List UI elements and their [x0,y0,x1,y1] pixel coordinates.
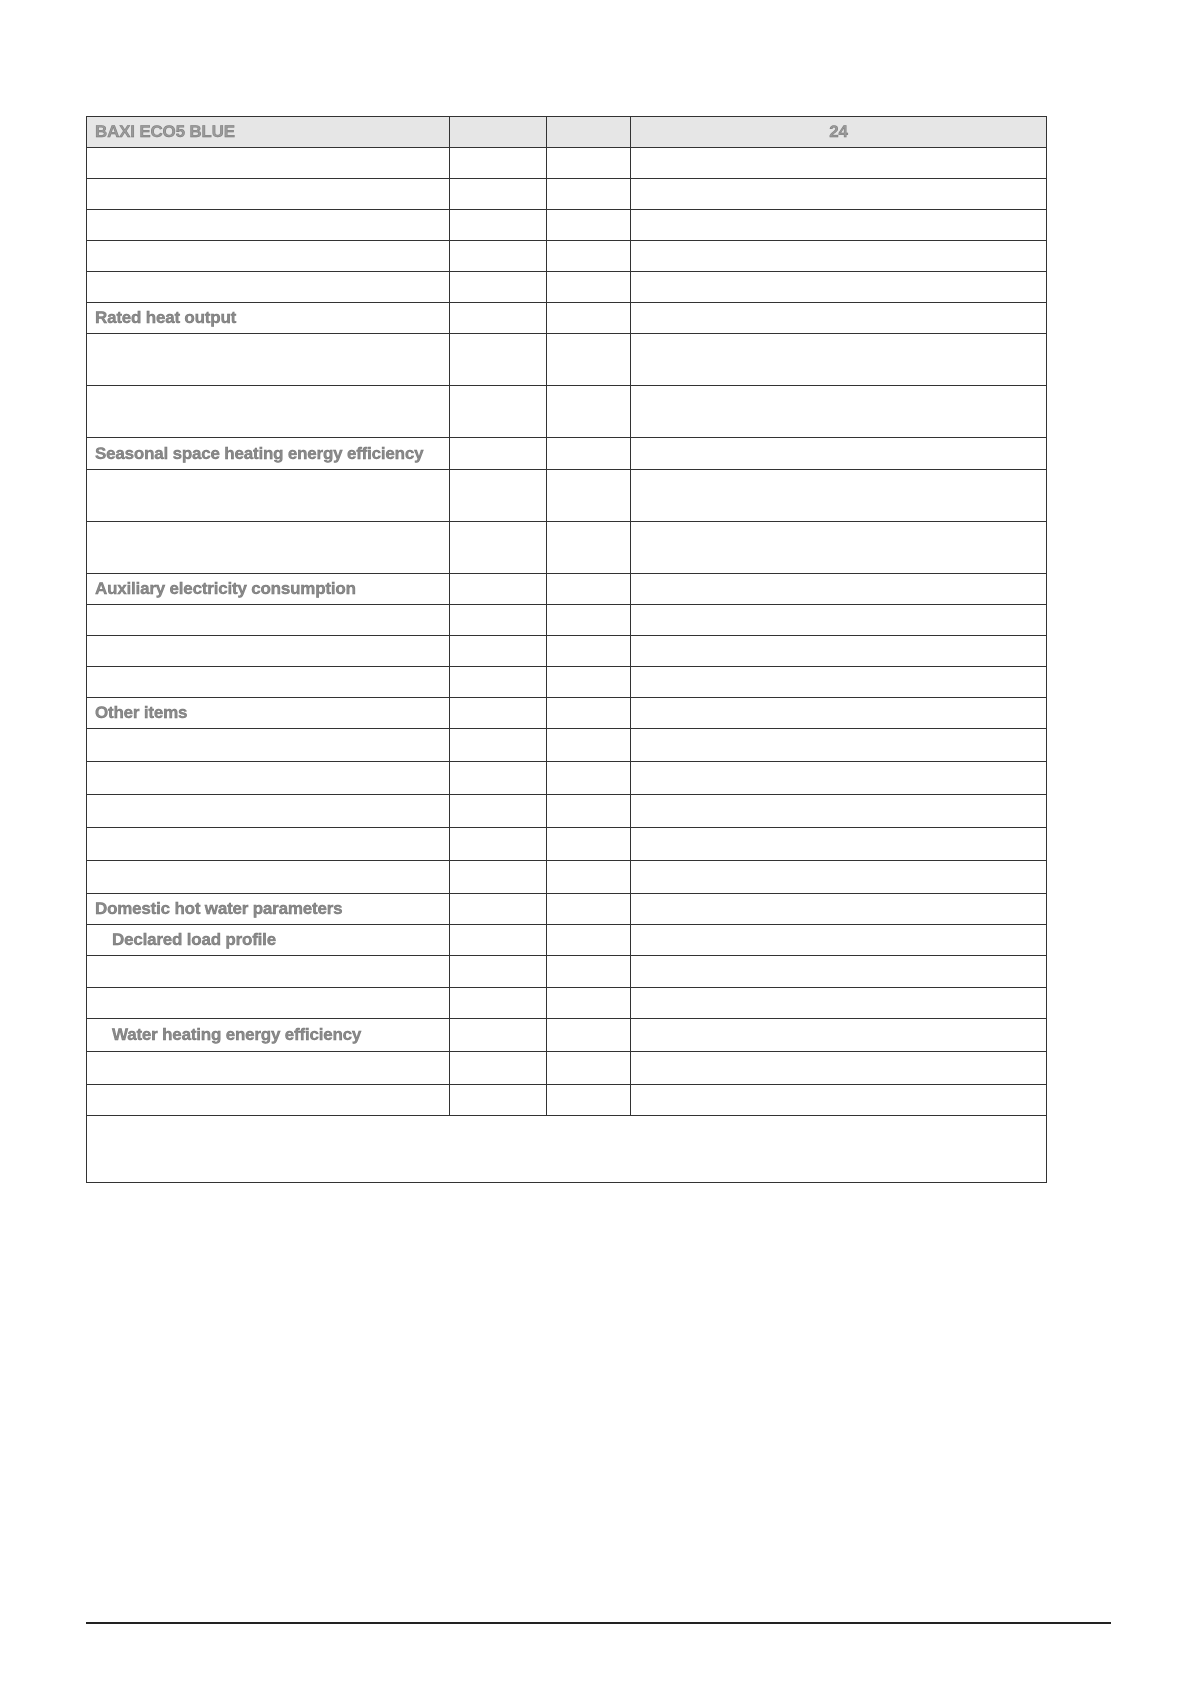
table-cell [547,828,631,861]
table-row [87,667,1047,698]
section-label: Auxiliary electricity consumption [87,574,450,605]
table-cell [87,729,450,762]
table-cell [631,698,1047,729]
table-cell [450,956,547,988]
table-cell [631,1019,1047,1052]
table-cell [547,574,631,605]
table-row [87,470,1047,522]
table-cell [631,1052,1047,1085]
table-row [87,148,1047,179]
table-cell [87,470,450,522]
table-cell [450,303,547,334]
table-cell [87,667,450,698]
table-cell [450,667,547,698]
table-cell [450,795,547,828]
table-cell [631,729,1047,762]
table-cell [547,522,631,574]
table-row [87,729,1047,762]
table-cell [450,438,547,470]
table-cell [87,605,450,636]
table-cell [631,925,1047,956]
table-cell [450,828,547,861]
table-cell [450,762,547,795]
table-cell [631,303,1047,334]
table-cell [87,956,450,988]
table-row [87,386,1047,438]
table-cell [450,1085,547,1116]
table-cell [631,438,1047,470]
header-model-name: BAXI ECO5 BLUE [87,117,450,148]
table-cell [87,272,450,303]
product-fiche-table [86,116,1047,1183]
header-unit-cell [547,117,631,148]
table-cell [547,1085,631,1116]
section-row-seasonal-efficiency [87,438,1047,470]
table-row [87,334,1047,386]
table-cell [87,1052,450,1085]
notes-row [87,1116,1047,1183]
table-cell [631,574,1047,605]
table-cell [450,210,547,241]
table-row [87,272,1047,303]
table-cell [450,272,547,303]
table-cell [631,795,1047,828]
table-cell [87,795,450,828]
table-cell [631,828,1047,861]
row-declared-load-profile [87,925,1047,956]
table-cell [631,956,1047,988]
section-row-rated-heat-output [87,303,1047,334]
header-symbol-cell [450,117,547,148]
table-cell [547,241,631,272]
table-cell [547,729,631,762]
section-row-other-items [87,698,1047,729]
table-cell [631,179,1047,210]
table-row [87,762,1047,795]
table-cell [87,386,450,438]
section-label: Rated heat output [87,303,450,334]
table-row [87,956,1047,988]
table-cell [631,334,1047,386]
table-cell [450,522,547,574]
table-cell [547,861,631,894]
table-cell [547,925,631,956]
table-row [87,828,1047,861]
table-cell [87,636,450,667]
table-row [87,241,1047,272]
table-cell [547,303,631,334]
table-row [87,605,1047,636]
table-cell [87,828,450,861]
table-cell [631,988,1047,1019]
table-cell [547,470,631,522]
section-row-dhw-parameters [87,894,1047,925]
table-cell [547,667,631,698]
table-cell [631,210,1047,241]
water-heating-efficiency-label: Water heating energy efficiency [87,1019,450,1052]
notes-cell [87,1116,1047,1183]
table-cell [631,894,1047,925]
table-cell [631,861,1047,894]
table-cell [87,241,450,272]
table-cell [631,522,1047,574]
header-value-cell: 24 [631,117,1047,148]
table-cell [547,956,631,988]
footer-rule [86,1622,1111,1624]
table-cell [450,470,547,522]
table-cell [547,334,631,386]
table-cell [450,148,547,179]
table-cell [547,1019,631,1052]
table-row [87,988,1047,1019]
section-label: Seasonal space heating energy efficiency [87,438,450,470]
table-cell [87,1085,450,1116]
table-cell [631,667,1047,698]
table-cell [450,698,547,729]
table-cell [450,894,547,925]
table-cell [450,386,547,438]
table-cell [631,386,1047,438]
table-cell [87,148,450,179]
section-label: Other items [87,698,450,729]
table-cell [547,386,631,438]
table-cell [547,1052,631,1085]
table-cell [450,241,547,272]
table-cell [631,1085,1047,1116]
section-row-auxiliary-electricity [87,574,1047,605]
table-cell [631,470,1047,522]
table-cell [547,894,631,925]
table-cell [87,334,450,386]
table-header-row [87,117,1047,148]
table-cell [547,210,631,241]
table-cell [547,795,631,828]
table-cell [87,210,450,241]
table-cell [450,636,547,667]
table-cell [450,1052,547,1085]
table-cell [87,179,450,210]
table-cell [547,698,631,729]
table-cell [547,988,631,1019]
table-cell [87,861,450,894]
table-cell [450,988,547,1019]
table-cell [631,148,1047,179]
table-cell [631,272,1047,303]
table-row [87,1085,1047,1116]
table-cell [450,861,547,894]
table-cell [547,438,631,470]
table-row [87,861,1047,894]
table-cell [450,925,547,956]
table-row [87,1052,1047,1085]
table-cell [547,179,631,210]
table-cell [450,334,547,386]
table-cell [547,148,631,179]
table-cell [631,605,1047,636]
table-row [87,795,1047,828]
table-cell [631,762,1047,795]
table-cell [631,636,1047,667]
declared-load-profile-label: Declared load profile [87,925,450,956]
table-cell [547,636,631,667]
table-row [87,179,1047,210]
table-cell [87,522,450,574]
table-cell [450,1019,547,1052]
table-row [87,522,1047,574]
row-water-heating-efficiency [87,1019,1047,1052]
table-cell [87,762,450,795]
table-cell [547,762,631,795]
table-cell [87,988,450,1019]
table-cell [450,605,547,636]
table-cell [547,272,631,303]
section-label: Domestic hot water parameters [87,894,450,925]
table-cell [631,241,1047,272]
table-row [87,636,1047,667]
table-cell [450,729,547,762]
table-cell [450,179,547,210]
table-cell [450,574,547,605]
table-row [87,210,1047,241]
table-cell [547,605,631,636]
